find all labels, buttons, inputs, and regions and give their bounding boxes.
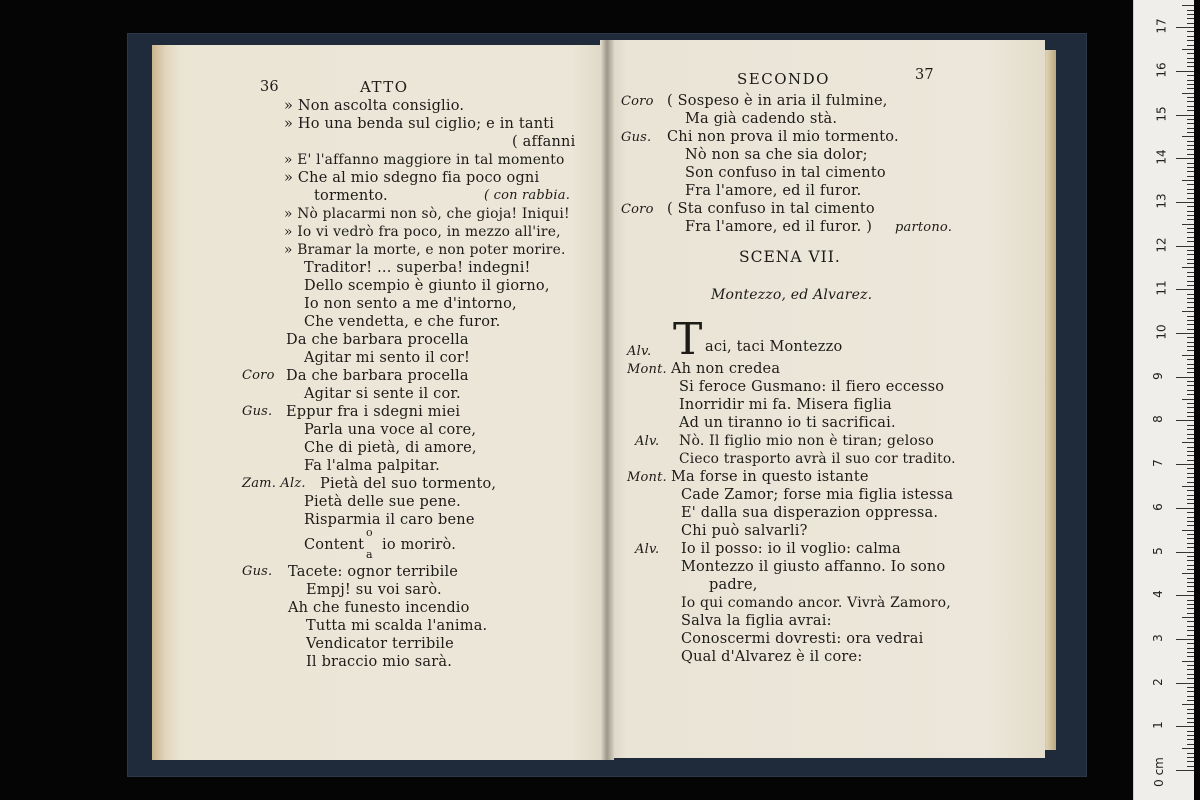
ruler-tick [1187, 324, 1194, 325]
ruler-tick [1187, 294, 1194, 295]
ruler-tick [1187, 534, 1194, 535]
verse-line: Agitar si sente il cor. [304, 386, 461, 402]
ruler-tick [1187, 482, 1194, 483]
ruler-number: 7 [1150, 459, 1165, 467]
ruler-tick [1187, 521, 1194, 522]
ruler-tick [1176, 420, 1194, 421]
ruler-tick [1187, 23, 1194, 24]
ruler-tick [1187, 613, 1194, 614]
ruler-tick [1187, 604, 1194, 605]
ruler-tick [1187, 259, 1194, 260]
ruler-tick [1187, 621, 1194, 622]
ruler-tick [1187, 394, 1194, 395]
ruler-tick [1187, 643, 1194, 644]
ruler-tick [1182, 442, 1194, 443]
verse-line: Ma già cadendo stà. [685, 111, 838, 127]
ruler-tick [1176, 464, 1194, 465]
ruler-tick [1187, 193, 1194, 194]
ruler-tick [1187, 665, 1194, 666]
speaker-label: Zam. Alz. [242, 476, 306, 491]
ruler-tick [1187, 381, 1194, 382]
verse-line: Io il posso: io il voglio: calma [681, 541, 901, 557]
ruler-tick [1187, 718, 1194, 719]
ruler-tick [1187, 425, 1194, 426]
ruler-number: 4 [1150, 590, 1165, 599]
ruler-tick [1187, 359, 1194, 360]
ruler-tick [1187, 569, 1194, 570]
verse-line: Tacete: ognor terribile [288, 564, 459, 580]
variant-ending-o: o [366, 526, 373, 539]
scene-characters: Montezzo, ed Alvarez. [711, 287, 873, 303]
ruler-tick [1182, 355, 1194, 356]
ruler-tick [1187, 560, 1194, 561]
ruler-tick [1187, 669, 1194, 670]
ruler-tick [1187, 652, 1194, 653]
ruler-tick [1187, 600, 1194, 601]
verse-line: padre, [709, 577, 758, 593]
verse-line: Che di pietà, di amore, [304, 440, 477, 456]
ruler-tick [1182, 573, 1194, 574]
ruler-number: 3 [1150, 634, 1165, 642]
ruler-tick [1187, 176, 1194, 177]
ruler-tick [1182, 530, 1194, 531]
ruler-tick [1187, 145, 1194, 146]
speaker-label: Mont. [627, 362, 667, 377]
verse-line: ( Sta confuso in tal cimento [667, 201, 875, 217]
speaker-label: Gus. [242, 404, 273, 419]
ruler-tick [1187, 438, 1194, 439]
ruler-tick [1182, 93, 1194, 94]
right-page [607, 40, 1045, 758]
ruler-tick [1187, 36, 1194, 37]
verse-line: » Non ascolta consiglio. [284, 98, 465, 114]
verse-line: Salva la figlia avrai: [681, 613, 832, 629]
ruler-tick [1176, 158, 1194, 159]
ruler-tick [1182, 267, 1194, 268]
ruler-tick [1187, 219, 1194, 220]
ruler-tick [1187, 455, 1194, 456]
ruler-tick [1187, 713, 1194, 714]
verse-line: aci, taci Montezzo [705, 339, 843, 355]
verse-line: » Che al mio sdegno fia poco ogni [284, 170, 540, 186]
ruler-tick [1187, 578, 1194, 579]
ruler-number: 17 [1154, 18, 1169, 34]
verse-line: Che vendetta, e che furor. [304, 314, 501, 330]
ruler-number: 11 [1154, 280, 1169, 296]
ruler-tick [1176, 71, 1194, 72]
ruler-tick [1187, 700, 1194, 701]
ruler-tick [1187, 678, 1194, 679]
verse-line: ( Sospeso è in aria il fulmine, [667, 93, 888, 109]
variant-ending-a: a [366, 548, 373, 561]
ruler-tick [1187, 237, 1194, 238]
verse-line: Parla una voce al core, [304, 422, 477, 438]
ruler-tick [1187, 316, 1194, 317]
ruler-tick [1182, 5, 1194, 6]
ruler-tick [1176, 683, 1194, 684]
ruler-tick [1187, 232, 1194, 233]
ruler-tick [1182, 748, 1194, 749]
ruler-tick [1187, 635, 1194, 636]
ruler-tick [1187, 608, 1194, 609]
ruler-tick [1187, 206, 1194, 207]
ruler-tick [1187, 31, 1194, 32]
ruler-tick [1187, 198, 1194, 199]
verse-line: Chi può salvarli? [681, 523, 808, 539]
verse-line: Qual d'Alvarez è il core: [681, 649, 863, 665]
ruler-tick [1182, 136, 1194, 137]
ruler-tick [1187, 215, 1194, 216]
ruler-tick [1176, 333, 1194, 334]
ruler-tick [1187, 591, 1194, 592]
ruler-tick [1182, 704, 1194, 705]
speaker-label: Alv. [627, 344, 652, 359]
ruler-tick [1187, 302, 1194, 303]
ruler-tick [1187, 390, 1194, 391]
verse-line: » E' l'affanno maggiore in tal momento [284, 152, 565, 168]
ruler-tick [1187, 709, 1194, 710]
verse-line: Eppur fra i sdegni miei [286, 404, 461, 420]
ruler-tick [1187, 128, 1194, 129]
ruler-tick [1187, 101, 1194, 102]
ruler-tick [1187, 276, 1194, 277]
ruler-tick [1187, 565, 1194, 566]
ruler-tick [1187, 241, 1194, 242]
verse-line: Risparmia il caro bene [304, 512, 475, 528]
verse-line: Fra l'amore, ed il furor. ) [685, 219, 873, 235]
verse-line: Son confuso in tal cimento [685, 165, 886, 181]
ruler-tick [1187, 429, 1194, 430]
ruler-tick [1187, 97, 1194, 98]
verse-line: Inorridir mi fa. Misera figlia [679, 397, 892, 413]
ruler-tick [1187, 84, 1194, 85]
verse-line: Nò. Il figlio mio non è tiran; geloso [679, 433, 935, 449]
ruler-tick [1187, 342, 1194, 343]
ruler-tick [1187, 18, 1194, 19]
ruler-tick [1187, 149, 1194, 150]
ruler-number: 1 [1150, 721, 1165, 730]
ruler-tick [1187, 630, 1194, 631]
ruler-tick [1187, 58, 1194, 59]
verse-line: Conoscermi dovresti: ora vedrai [681, 631, 924, 647]
verse-line: Fra l'amore, ed il furor. [685, 183, 862, 199]
ruler-number: 5 [1150, 546, 1165, 555]
ruler-tick [1187, 477, 1194, 478]
ruler-tick [1187, 766, 1194, 767]
verse-line: Vendicator terribile [306, 636, 454, 652]
verse-line: Da che barbara procella [286, 368, 469, 384]
ruler-tick [1187, 656, 1194, 657]
ruler-tick [1187, 582, 1194, 583]
ruler-tick [1187, 368, 1194, 369]
ruler-tick [1187, 254, 1194, 255]
verse-line: io morirò. [382, 537, 457, 553]
ruler-tick [1187, 648, 1194, 649]
verse-line: Dello scempio è giunto il giorno, [304, 278, 550, 294]
ruler-tick [1187, 163, 1194, 164]
ruler-tick [1187, 364, 1194, 365]
ruler-tick [1187, 451, 1194, 452]
ruler-tick [1182, 180, 1194, 181]
stage-direction: partono. [895, 220, 953, 235]
ruler-tick [1176, 377, 1194, 378]
ruler-tick [1187, 346, 1194, 347]
speaker-label: Coro [621, 202, 654, 217]
ruler-tick [1187, 307, 1194, 308]
ruler-tick [1187, 473, 1194, 474]
ruler-tick [1187, 412, 1194, 413]
ruler-unit-label: 0 cm [1151, 757, 1166, 787]
verse-line: Traditor! ... superba! indegni! [304, 260, 531, 276]
verse-line: Empj! su voi sarò. [306, 582, 442, 598]
verse-line: Ma forse in questo istante [671, 469, 869, 485]
speaker-label: Coro [621, 94, 654, 109]
ruler-tick [1187, 285, 1194, 286]
ruler-tick [1187, 141, 1194, 142]
ruler-tick [1187, 88, 1194, 89]
verse-line: » Nò placarmi non sò, che gioja! Iniqui! [284, 206, 570, 222]
ruler-tick [1187, 228, 1194, 229]
ruler-tick [1187, 320, 1194, 321]
ruler-number: 8 [1150, 415, 1165, 424]
ruler-tick [1187, 211, 1194, 212]
ruler-tick [1187, 722, 1194, 723]
ruler-tick [1187, 350, 1194, 351]
speaker-label: Mont. [627, 470, 667, 485]
verse-line: Pietà delle sue pene. [304, 494, 461, 510]
page-number-left: 36 [260, 79, 279, 95]
ruler-tick [1187, 586, 1194, 587]
ruler-tick [1187, 263, 1194, 264]
ruler-tick [1187, 499, 1194, 500]
ruler-tick [1187, 154, 1194, 155]
verse-line: Fa l'alma palpitar. [304, 458, 440, 474]
verse-line: Agitar mi sento il cor! [304, 350, 471, 366]
verse-line: Da che barbara procella [286, 332, 469, 348]
running-head-left: ATTO [360, 78, 409, 96]
ruler-tick [1187, 167, 1194, 168]
ruler-tick [1187, 403, 1194, 404]
ruler-tick [1187, 556, 1194, 557]
verse-line: Cade Zamor; forse mia figlia istessa [681, 487, 954, 503]
drop-capital: T [673, 314, 703, 365]
ruler-tick [1187, 416, 1194, 417]
ruler-tick [1187, 106, 1194, 107]
page-number-right: 37 [915, 67, 934, 83]
ruler-tick [1182, 661, 1194, 662]
measuring-ruler [1133, 0, 1194, 800]
verse-line: Io qui comando ancor. Vivrà Zamoro, [681, 595, 951, 611]
ruler-tick [1187, 547, 1194, 548]
ruler-number: 13 [1154, 193, 1169, 209]
verse-line: ( affanni [512, 134, 576, 150]
ruler-tick [1187, 753, 1194, 754]
ruler-tick [1182, 486, 1194, 487]
verse-line: E' dalla sua disperazion oppressa. [681, 505, 939, 521]
ruler-tick [1187, 298, 1194, 299]
speaker-label: Alv. [635, 434, 660, 449]
ruler-number: 6 [1150, 502, 1165, 511]
verse-line: » Bramar la morte, e non poter morire. [284, 242, 566, 258]
ruler-tick [1187, 434, 1194, 435]
verse-line: Ah non credea [671, 361, 781, 377]
verse-line: » Ho una benda sul ciglio; e in tanti [284, 116, 555, 132]
verse-line: Io non sento a me d'intorno, [304, 296, 517, 312]
ruler-tick [1187, 337, 1194, 338]
verse-line: Pietà del suo tormento, [320, 476, 497, 492]
ruler-tick [1187, 691, 1194, 692]
ruler-tick [1187, 66, 1194, 67]
ruler-tick [1187, 372, 1194, 373]
ruler-tick [1187, 538, 1194, 539]
verse-line: tormento. [314, 188, 388, 204]
ruler-tick [1182, 617, 1194, 618]
ruler-tick [1176, 770, 1194, 771]
ruler-tick [1176, 115, 1194, 116]
ruler-tick [1176, 246, 1194, 247]
ruler-tick [1187, 119, 1194, 120]
ruler-tick [1187, 123, 1194, 124]
ruler-tick [1187, 62, 1194, 63]
ruler-tick [1187, 110, 1194, 111]
verse-line: Ad un tiranno io ti sacrificai. [679, 415, 896, 431]
ruler-tick [1187, 757, 1194, 758]
ruler-tick [1187, 447, 1194, 448]
ruler-tick [1187, 460, 1194, 461]
book-gutter [600, 40, 614, 760]
ruler-number: 2 [1150, 677, 1165, 686]
ruler-tick [1182, 49, 1194, 50]
ruler-tick [1187, 171, 1194, 172]
verse-line: Tutta mi scalda l'anima. [306, 618, 488, 634]
ruler-tick [1182, 224, 1194, 225]
verse-line: Nò non sa che sia dolor; [685, 147, 868, 163]
verse-line: Content [304, 537, 365, 553]
ruler-tick [1187, 739, 1194, 740]
ruler-tick [1187, 75, 1194, 76]
ruler-tick [1187, 250, 1194, 251]
ruler-tick [1187, 132, 1194, 133]
ruler-tick [1187, 525, 1194, 526]
ruler-tick [1176, 595, 1194, 596]
ruler-tick [1176, 27, 1194, 28]
ruler-tick [1182, 399, 1194, 400]
speaker-label: Gus. [242, 564, 273, 579]
ruler-tick [1187, 45, 1194, 46]
ruler-tick [1187, 53, 1194, 54]
ruler-tick [1187, 495, 1194, 496]
ruler-tick [1187, 281, 1194, 282]
left-page [152, 45, 608, 760]
running-head-right: SECONDO [737, 70, 830, 88]
ruler-tick [1187, 14, 1194, 15]
ruler-number: 15 [1154, 105, 1169, 122]
ruler-tick [1187, 731, 1194, 732]
ruler-tick [1187, 674, 1194, 675]
ruler-tick [1176, 726, 1194, 727]
ruler-number: 12 [1154, 236, 1169, 253]
ruler-tick [1176, 508, 1194, 509]
ruler-tick [1187, 735, 1194, 736]
verse-line: Il braccio mio sarà. [306, 654, 453, 670]
verse-line: Chi non prova il mio tormento. [667, 129, 899, 145]
speaker-label: Coro [242, 368, 275, 383]
ruler-tick [1176, 552, 1194, 553]
speaker-label: Gus. [621, 130, 652, 145]
ruler-number: 16 [1154, 62, 1169, 78]
ruler-tick [1187, 184, 1194, 185]
ruler-tick [1176, 202, 1194, 203]
ruler-tick [1187, 40, 1194, 41]
scene-heading: SCENA VII. [739, 248, 841, 266]
ruler-tick [1187, 761, 1194, 762]
ruler-tick [1187, 696, 1194, 697]
stage-direction: ( con rabbia. [484, 188, 571, 203]
ruler-tick [1187, 80, 1194, 81]
verse-line: Ah che funesto incendio [288, 600, 470, 616]
verse-line: Montezzo il giusto affanno. Io sono [681, 559, 946, 575]
ruler-tick [1187, 543, 1194, 544]
ruler-tick [1187, 10, 1194, 11]
ruler-tick [1187, 626, 1194, 627]
ruler-tick [1187, 385, 1194, 386]
ruler-tick [1176, 289, 1194, 290]
ruler-tick [1187, 490, 1194, 491]
ruler-tick [1187, 503, 1194, 504]
verse-line: Si feroce Gusmano: il fiero eccesso [679, 379, 945, 395]
ruler-tick [1187, 329, 1194, 330]
ruler-tick [1176, 639, 1194, 640]
verse-line: » Io vi vedrò fra poco, in mezzo all'ire, [284, 224, 561, 240]
ruler-number: 14 [1154, 149, 1169, 165]
ruler-tick [1187, 744, 1194, 745]
speaker-label: Alv. [635, 542, 660, 557]
ruler-number: 9 [1150, 371, 1165, 380]
verse-line: Cieco trasporto avrà il suo cor tradito. [679, 451, 956, 467]
ruler-tick [1187, 468, 1194, 469]
ruler-tick [1187, 189, 1194, 190]
ruler-tick [1187, 407, 1194, 408]
ruler-tick [1187, 517, 1194, 518]
ruler-tick [1187, 687, 1194, 688]
ruler-tick [1182, 311, 1194, 312]
ruler-tick [1187, 272, 1194, 273]
ruler-tick [1187, 512, 1194, 513]
ruler-number: 10 [1154, 324, 1169, 340]
